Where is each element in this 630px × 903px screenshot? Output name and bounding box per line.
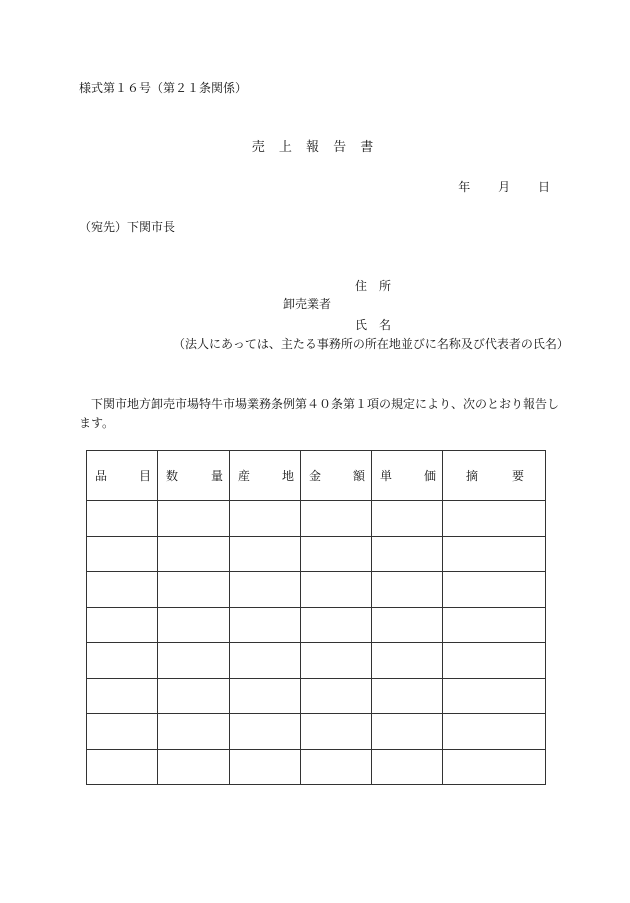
table-cell[interactable] (158, 501, 230, 537)
table-cell[interactable] (443, 714, 546, 750)
table-row (87, 572, 546, 608)
table-cell[interactable] (443, 749, 546, 785)
table-cell[interactable] (158, 643, 230, 679)
date-month-label: 月 (498, 180, 511, 194)
header-unit-price (372, 451, 443, 501)
header-char: 量 (210, 469, 223, 483)
header-char: 産 (238, 469, 251, 483)
table-cell[interactable] (87, 643, 158, 679)
table-cell[interactable] (158, 714, 230, 750)
table-cell[interactable] (372, 607, 443, 643)
header-char: 数 (166, 469, 179, 483)
header-char: 金 (309, 469, 322, 483)
table-cell[interactable] (87, 714, 158, 750)
table-row (87, 607, 546, 643)
header-quantity (158, 451, 230, 501)
addressee: （宛先）下関市長 (79, 220, 176, 234)
table-cell[interactable] (372, 572, 443, 608)
header-char: 品 (95, 469, 108, 483)
table-cell[interactable] (87, 678, 158, 714)
table-cell[interactable] (230, 536, 301, 572)
header-char: 目 (138, 469, 151, 483)
table-cell[interactable] (372, 643, 443, 679)
header-char: 要 (512, 469, 525, 483)
table-cell[interactable] (230, 572, 301, 608)
date-line (434, 180, 550, 194)
table-cell[interactable] (158, 749, 230, 785)
table-cell[interactable] (443, 643, 546, 679)
header-remarks (443, 451, 546, 501)
header-amount (301, 451, 372, 501)
table-cell[interactable] (372, 678, 443, 714)
header-char: 地 (281, 469, 294, 483)
table-cell[interactable] (230, 607, 301, 643)
table-cell[interactable] (372, 536, 443, 572)
document-title: 売 上 報 告 書 (251, 140, 379, 155)
table-cell[interactable] (230, 714, 301, 750)
table-row (87, 678, 546, 714)
header-char: 価 (423, 469, 436, 483)
address-label: 住所 (355, 279, 404, 293)
body-text-line-1: 下関市地方卸売市場特牛市場業務条例第４０条第１項の規定により、次のとおり報告し (79, 397, 560, 411)
date-day-label: 日 (537, 180, 550, 194)
table-row (87, 501, 546, 537)
table-cell[interactable] (301, 749, 372, 785)
table-cell[interactable] (158, 572, 230, 608)
header-char: 摘 (465, 469, 478, 483)
header-char: 額 (352, 469, 365, 483)
table-cell[interactable] (443, 572, 546, 608)
table-cell[interactable] (372, 749, 443, 785)
table-cell[interactable] (230, 501, 301, 537)
table-cell[interactable] (87, 749, 158, 785)
date-year-label: 年 (458, 180, 471, 194)
table-cell[interactable] (443, 501, 546, 537)
table-cell[interactable] (301, 643, 372, 679)
sales-report-table (86, 450, 546, 785)
table-cell[interactable] (87, 572, 158, 608)
header-char: 単 (380, 469, 393, 483)
table-cell[interactable] (301, 607, 372, 643)
table-row (87, 749, 546, 785)
table-cell[interactable] (443, 536, 546, 572)
table-cell[interactable] (301, 714, 372, 750)
table-row (87, 643, 546, 679)
table-cell[interactable] (301, 536, 372, 572)
table-cell[interactable] (230, 678, 301, 714)
header-item (87, 451, 158, 501)
table-cell[interactable] (230, 749, 301, 785)
name-label: 氏名 (355, 318, 404, 332)
table-cell[interactable] (443, 607, 546, 643)
table-cell[interactable] (301, 678, 372, 714)
form-number: 様式第１６号（第２１条関係） (79, 81, 248, 95)
header-origin (230, 451, 301, 501)
table-cell[interactable] (372, 501, 443, 537)
corporation-note: （法人にあっては、主たる事務所の所在地並びに名称及び代表者の氏名） (173, 337, 569, 351)
table-cell[interactable] (87, 607, 158, 643)
table-row (87, 536, 546, 572)
table-cell[interactable] (443, 678, 546, 714)
body-text-line-2: ます。 (79, 416, 115, 430)
table-cell[interactable] (301, 572, 372, 608)
table-header-row (87, 451, 546, 501)
table-cell[interactable] (158, 607, 230, 643)
table-cell[interactable] (87, 536, 158, 572)
business-label: 卸売業者 (283, 297, 332, 311)
table-cell[interactable] (158, 678, 230, 714)
table-cell[interactable] (301, 501, 372, 537)
table-cell[interactable] (230, 643, 301, 679)
table-cell[interactable] (372, 714, 443, 750)
table-cell[interactable] (87, 501, 158, 537)
table-body (87, 501, 546, 785)
table-cell[interactable] (158, 536, 230, 572)
table-row (87, 714, 546, 750)
